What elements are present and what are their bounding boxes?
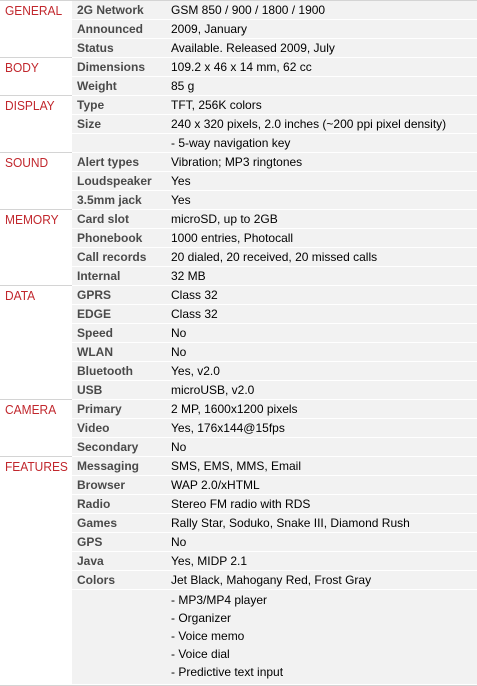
spec-name: Messaging bbox=[72, 457, 165, 476]
spec-row bbox=[0, 552, 477, 571]
category-label: DISPLAY bbox=[5, 98, 55, 113]
spec-name: GPS bbox=[72, 533, 165, 552]
category-cell bbox=[0, 153, 72, 210]
spec-name: Radio bbox=[72, 495, 165, 514]
spec-row bbox=[0, 229, 477, 248]
spec-value: TFT, 256K colors bbox=[165, 96, 477, 115]
spec-name: Phonebook bbox=[72, 229, 165, 248]
spec-value: No bbox=[165, 324, 477, 343]
spec-name: Java bbox=[72, 552, 165, 571]
spec-row bbox=[0, 286, 477, 305]
spec-name: Card slot bbox=[72, 210, 165, 229]
spec-row bbox=[0, 305, 477, 324]
spec-value: 240 x 320 pixels, 2.0 inches (~200 ppi pixel density) bbox=[165, 115, 477, 134]
spec-row bbox=[0, 96, 477, 115]
spec-name: 2G Network bbox=[72, 1, 165, 20]
spec-row bbox=[0, 210, 477, 229]
spec-name: Video bbox=[72, 419, 165, 438]
category-cell bbox=[0, 96, 72, 153]
spec-row bbox=[0, 571, 477, 590]
spec-value: Class 32 bbox=[165, 286, 477, 305]
category-label: CAMERA bbox=[5, 402, 57, 417]
spec-row bbox=[0, 514, 477, 533]
spec-name: EDGE bbox=[72, 305, 165, 324]
category-label: MEMORY bbox=[5, 212, 59, 227]
spec-value: microUSB, v2.0 bbox=[165, 381, 477, 400]
category-cell bbox=[0, 400, 72, 457]
spec-value: Yes bbox=[165, 191, 477, 210]
spec-value: No bbox=[165, 343, 477, 362]
spec-name: Primary bbox=[72, 400, 165, 419]
spec-name: Weight bbox=[72, 77, 165, 96]
spec-value: - MP3/MP4 player - Organizer - Voice memo - Voice dial - Predictive text input bbox=[165, 590, 477, 685]
spec-name: WLAN bbox=[72, 343, 165, 362]
spec-value: Yes, v2.0 bbox=[165, 362, 477, 381]
category-cell bbox=[0, 1, 72, 58]
spec-value: Yes bbox=[165, 172, 477, 191]
spec-value: 1000 entries, Photocall bbox=[165, 229, 477, 248]
spec-row bbox=[0, 533, 477, 552]
category-label: FEATURES bbox=[5, 459, 68, 474]
spec-name: Games bbox=[72, 514, 165, 533]
spec-value: Stereo FM radio with RDS bbox=[165, 495, 477, 514]
spec-row bbox=[0, 400, 477, 419]
spec-name: Dimensions bbox=[72, 58, 165, 77]
spec-row bbox=[0, 495, 477, 514]
spec-value: Yes, MIDP 2.1 bbox=[165, 552, 477, 571]
spec-row bbox=[0, 134, 477, 153]
spec-name: Status bbox=[72, 39, 165, 58]
spec-name: Type bbox=[72, 96, 165, 115]
spec-name: Alert types bbox=[72, 153, 165, 172]
spec-value: SMS, EMS, MMS, Email bbox=[165, 457, 477, 476]
specs-table-body bbox=[0, 1, 477, 685]
category-label: DATA bbox=[5, 288, 36, 303]
category-cell bbox=[0, 58, 72, 96]
spec-row bbox=[0, 191, 477, 210]
spec-value: - 5-way navigation key bbox=[165, 134, 477, 153]
spec-value: 2 MP, 1600x1200 pixels bbox=[165, 400, 477, 419]
spec-row bbox=[0, 77, 477, 96]
spec-name: Bluetooth bbox=[72, 362, 165, 381]
spec-value: Class 32 bbox=[165, 305, 477, 324]
spec-name: Internal bbox=[72, 267, 165, 286]
spec-row bbox=[0, 20, 477, 39]
spec-name: Secondary bbox=[72, 438, 165, 457]
spec-name bbox=[72, 134, 165, 153]
category-cell bbox=[0, 210, 72, 286]
spec-name: Speed bbox=[72, 324, 165, 343]
category-label: GENERAL bbox=[5, 3, 63, 18]
spec-row bbox=[0, 590, 477, 685]
spec-name: 3.5mm jack bbox=[72, 191, 165, 210]
spec-name: GPRS bbox=[72, 286, 165, 305]
spec-value: Available. Released 2009, July bbox=[165, 39, 477, 58]
spec-row bbox=[0, 343, 477, 362]
spec-value: 20 dialed, 20 received, 20 missed calls bbox=[165, 248, 477, 267]
spec-row bbox=[0, 58, 477, 77]
category-label: BODY bbox=[5, 60, 39, 75]
spec-name: USB bbox=[72, 381, 165, 400]
spec-name: Announced bbox=[72, 20, 165, 39]
spec-name: Browser bbox=[72, 476, 165, 495]
spec-row bbox=[0, 419, 477, 438]
spec-value: No bbox=[165, 533, 477, 552]
spec-row bbox=[0, 172, 477, 191]
spec-row bbox=[0, 438, 477, 457]
spec-row bbox=[0, 362, 477, 381]
spec-row bbox=[0, 381, 477, 400]
spec-row bbox=[0, 324, 477, 343]
spec-row bbox=[0, 476, 477, 495]
spec-name: Loudspeaker bbox=[72, 172, 165, 191]
spec-value: Rally Star, Soduko, Snake III, Diamond Rush bbox=[165, 514, 477, 533]
spec-value: 85 g bbox=[165, 77, 477, 96]
spec-name: Size bbox=[72, 115, 165, 134]
spec-value: microSD, up to 2GB bbox=[165, 210, 477, 229]
spec-row bbox=[0, 1, 477, 20]
category-cell bbox=[0, 286, 72, 400]
spec-row bbox=[0, 457, 477, 476]
spec-row bbox=[0, 153, 477, 172]
spec-row bbox=[0, 115, 477, 134]
spec-value: 109.2 x 46 x 14 mm, 62 cc bbox=[165, 58, 477, 77]
spec-value: WAP 2.0/xHTML bbox=[165, 476, 477, 495]
spec-row bbox=[0, 248, 477, 267]
spec-value: Jet Black, Mahogany Red, Frost Gray bbox=[165, 571, 477, 590]
spec-value: No bbox=[165, 438, 477, 457]
spec-value: GSM 850 / 900 / 1800 / 1900 bbox=[165, 1, 477, 20]
spec-name: Colors bbox=[72, 571, 165, 590]
category-cell bbox=[0, 457, 72, 685]
spec-value: Yes, 176x144@15fps bbox=[165, 419, 477, 438]
category-label: SOUND bbox=[5, 155, 49, 170]
spec-name: Call records bbox=[72, 248, 165, 267]
spec-row bbox=[0, 39, 477, 58]
spec-value: 32 MB bbox=[165, 267, 477, 286]
spec-row bbox=[0, 267, 477, 286]
spec-value: Vibration; MP3 ringtones bbox=[165, 153, 477, 172]
spec-name bbox=[72, 590, 165, 685]
spec-value: 2009, January bbox=[165, 20, 477, 39]
